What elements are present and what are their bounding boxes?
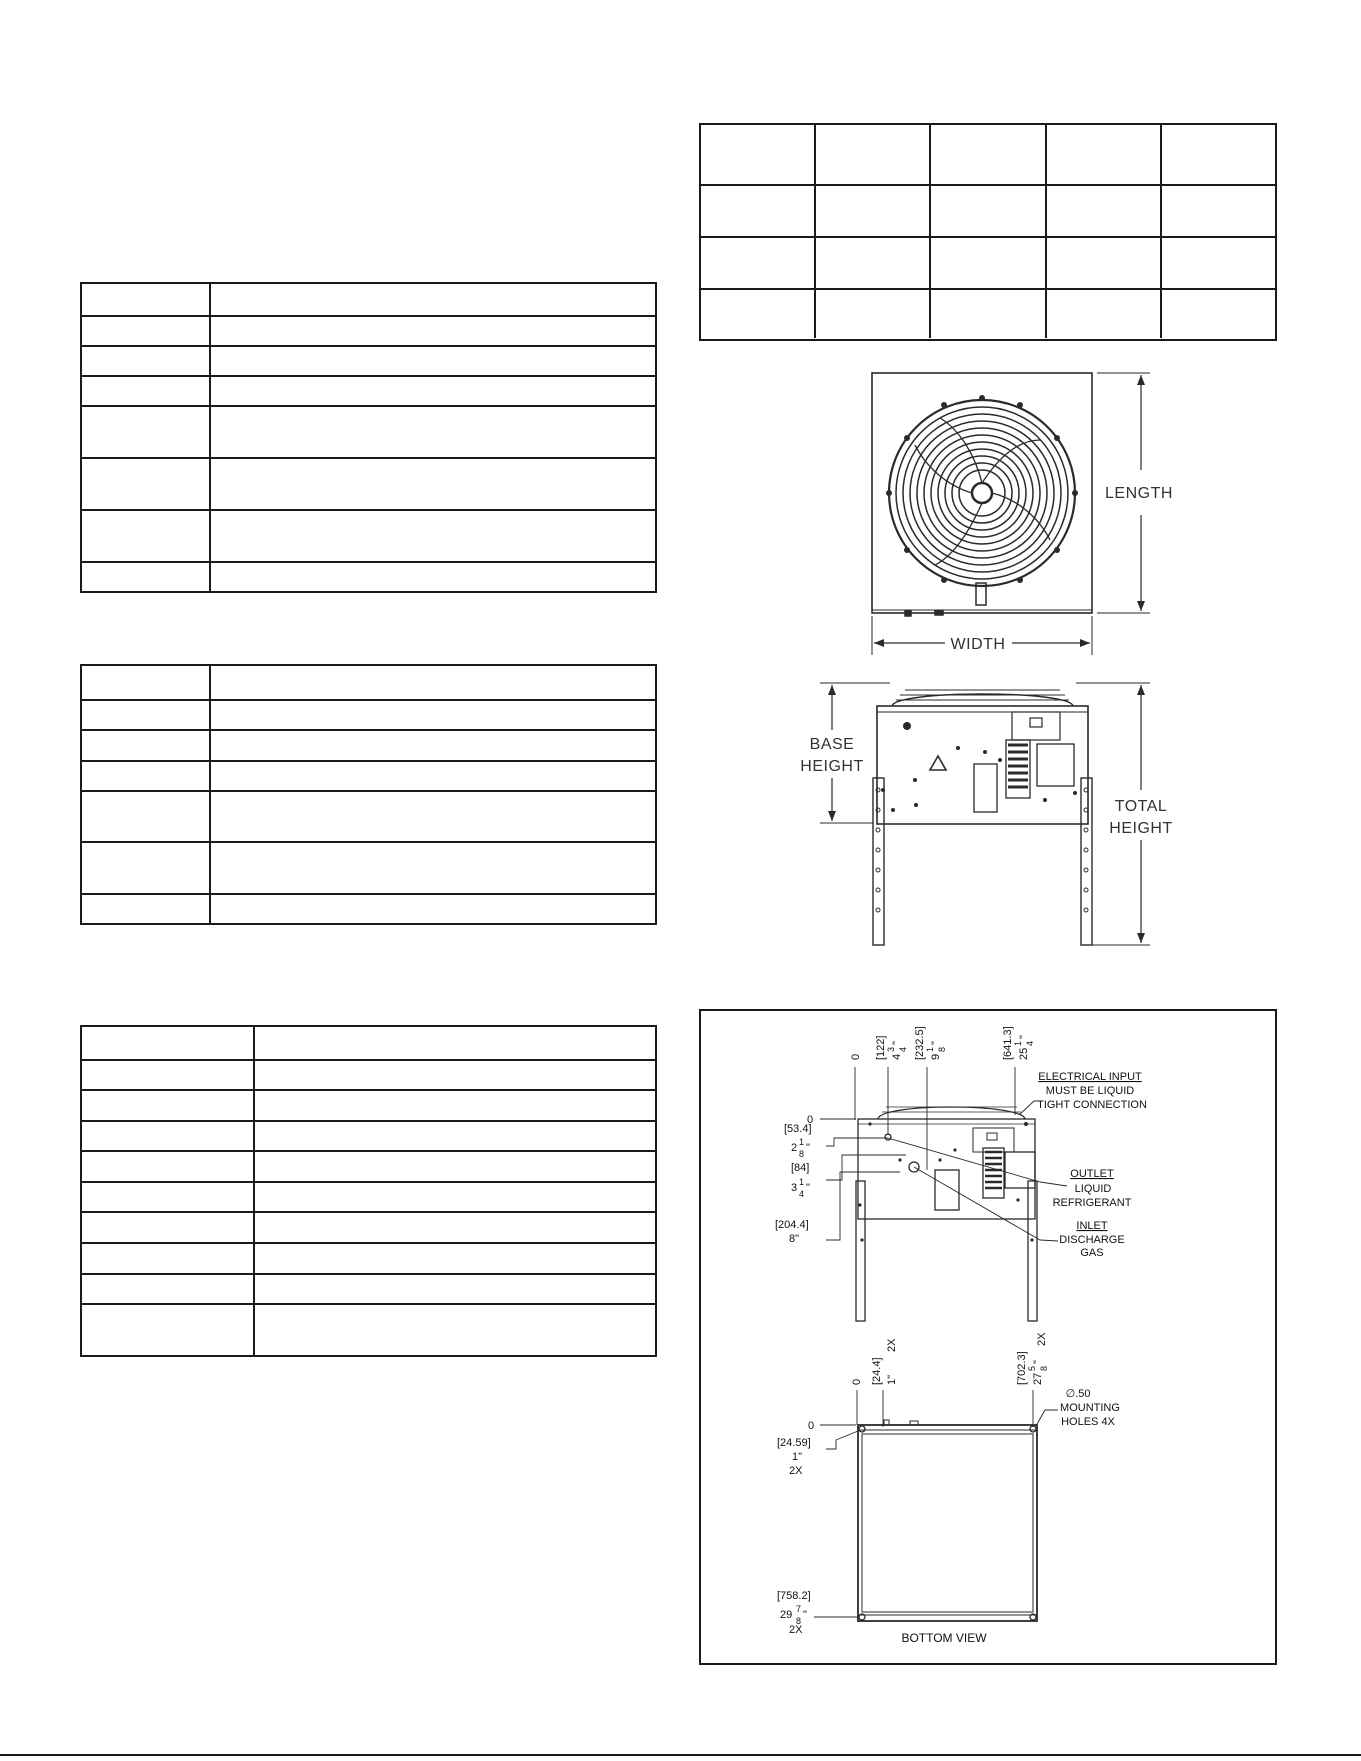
table-row — [701, 238, 1275, 290]
inlet-line3: GAS — [1080, 1247, 1104, 1259]
spec-table-2 — [80, 664, 657, 925]
dim-53-num: 1 — [799, 1137, 805, 1147]
table-row — [82, 407, 655, 459]
dim-53-whole: 2 — [791, 1142, 798, 1154]
electrical-input-title: ELECTRICAL INPUT — [1038, 1071, 1142, 1083]
dim-84-whole: 3 — [791, 1182, 798, 1194]
h-zero-label: 0 — [807, 1114, 814, 1126]
dim-24-4-count: 2X — [886, 1338, 898, 1352]
dim-641-den: 4 — [1025, 1040, 1035, 1046]
mounting-holes-line3: HOLES 4X — [1061, 1416, 1115, 1428]
dim-122-den: 4 — [898, 1046, 908, 1052]
table-row — [701, 125, 1275, 186]
bottom-view-caption: BOTTOM VIEW — [901, 1631, 987, 1645]
table-row — [82, 895, 655, 923]
dim-84-suffix: " — [806, 1182, 810, 1194]
dim-24-59-inch: 1" — [792, 1451, 803, 1463]
base-height-label-1: BASE — [809, 736, 855, 753]
table-row — [82, 347, 655, 377]
dim-84-den: 4 — [799, 1189, 805, 1199]
table-row — [701, 186, 1275, 238]
mounting-holes-line1: ∅.50 — [1065, 1388, 1091, 1400]
dim-702-den: 8 — [1039, 1365, 1049, 1371]
dim-758-den: 8 — [796, 1616, 802, 1626]
table-row — [701, 290, 1275, 338]
total-height-label-1: TOTAL — [1114, 798, 1168, 815]
electrical-input-line3: TIGHT CONNECTION — [1037, 1099, 1147, 1111]
dim-24-59-count: 2X — [789, 1465, 803, 1477]
table-row — [82, 1122, 655, 1152]
table-row — [82, 1061, 655, 1091]
bottom-v-zero: 0 — [851, 1378, 863, 1385]
length-label: LENGTH — [1105, 485, 1173, 502]
total-height-label-2: HEIGHT — [1109, 820, 1173, 837]
dim-24-59-mm: [24.59] — [777, 1437, 811, 1449]
table-row — [82, 1213, 655, 1244]
table-row — [82, 731, 655, 762]
dim-758-mm: [758.2] — [777, 1590, 811, 1602]
width-label: WIDTH — [950, 636, 1006, 653]
table-row — [82, 666, 655, 701]
dim-232-whole: 9 — [930, 1053, 942, 1060]
dim-84-num: 1 — [799, 1177, 805, 1187]
outlet-line3: REFRIGERANT — [1052, 1197, 1132, 1209]
dim-702-mm: [702.3] — [1016, 1351, 1028, 1385]
outlet-line2: LIQUID — [1074, 1183, 1112, 1195]
table-row — [82, 563, 655, 591]
table-row — [82, 1305, 655, 1355]
table-row — [82, 317, 655, 347]
table-row — [82, 1152, 655, 1183]
electrical-input-line2: MUST BE LIQUID — [1045, 1085, 1135, 1097]
table-row — [82, 459, 655, 511]
table-row — [82, 377, 655, 407]
dim-84-mm: [84] — [791, 1162, 810, 1174]
dim-204-inch: 8" — [789, 1233, 800, 1245]
spec-table-1 — [80, 282, 657, 593]
table-row — [82, 762, 655, 792]
dim-122-whole: 4 — [891, 1053, 903, 1060]
dim-53-den: 8 — [799, 1149, 805, 1159]
mounting-holes-line2: MOUNTING — [1060, 1402, 1120, 1414]
table-row — [82, 284, 655, 317]
table-row — [82, 843, 655, 895]
outlet-title: OUTLET — [1070, 1168, 1114, 1180]
dim-702-num: 5 — [1027, 1365, 1037, 1371]
dim-758-suffix: " — [803, 1609, 807, 1621]
dim-204-mm: [204.4] — [775, 1219, 809, 1231]
dim-122-mm: [122] — [875, 1035, 887, 1060]
dim-122-suffix: " — [891, 1041, 903, 1045]
dim-24-4-inch: 1" — [886, 1374, 898, 1385]
dim-702-whole: 27 — [1032, 1372, 1044, 1385]
dim-641-whole: 25 — [1018, 1047, 1030, 1060]
dim-641-suffix: " — [1018, 1035, 1030, 1039]
table-row — [82, 1027, 655, 1061]
dim-702-count: 2X — [1036, 1332, 1048, 1346]
inlet-line2: DISCHARGE — [1059, 1234, 1125, 1246]
bottom-h-zero: 0 — [808, 1420, 815, 1432]
dim-758-whole: 29 — [780, 1609, 793, 1621]
dim-53-suffix: " — [806, 1142, 810, 1154]
table-row — [82, 1183, 655, 1213]
inlet-title: INLET — [1076, 1220, 1108, 1232]
dim-24-4-mm: [24.4] — [871, 1357, 883, 1385]
dim-232-num: 1 — [925, 1046, 935, 1052]
dim-758-count: 2X — [789, 1624, 803, 1636]
dimension-table — [699, 123, 1277, 341]
connection-detail-frame — [699, 1009, 1277, 1665]
base-height-label-2: HEIGHT — [800, 758, 864, 775]
dim-53-mm: [53.4] — [784, 1123, 812, 1135]
dim-232-mm: [232.5] — [914, 1026, 926, 1060]
table-row — [82, 1091, 655, 1122]
table-row — [82, 792, 655, 843]
dim-641-num: 1 — [1013, 1040, 1023, 1046]
spec-table-3 — [80, 1025, 657, 1357]
dim-758-num: 7 — [796, 1604, 802, 1614]
table-row — [82, 701, 655, 731]
dim-232-den: 8 — [937, 1046, 947, 1052]
table-row — [82, 511, 655, 563]
table-row — [82, 1275, 655, 1305]
footer-divider — [0, 1754, 1361, 1756]
v-zero-label: 0 — [850, 1053, 862, 1060]
dim-122-num: 3 — [886, 1046, 896, 1052]
table-row — [82, 1244, 655, 1275]
dim-702-suffix: " — [1032, 1360, 1044, 1364]
dim-641-mm: [641.3] — [1002, 1026, 1014, 1060]
dim-232-suffix: " — [930, 1041, 942, 1045]
